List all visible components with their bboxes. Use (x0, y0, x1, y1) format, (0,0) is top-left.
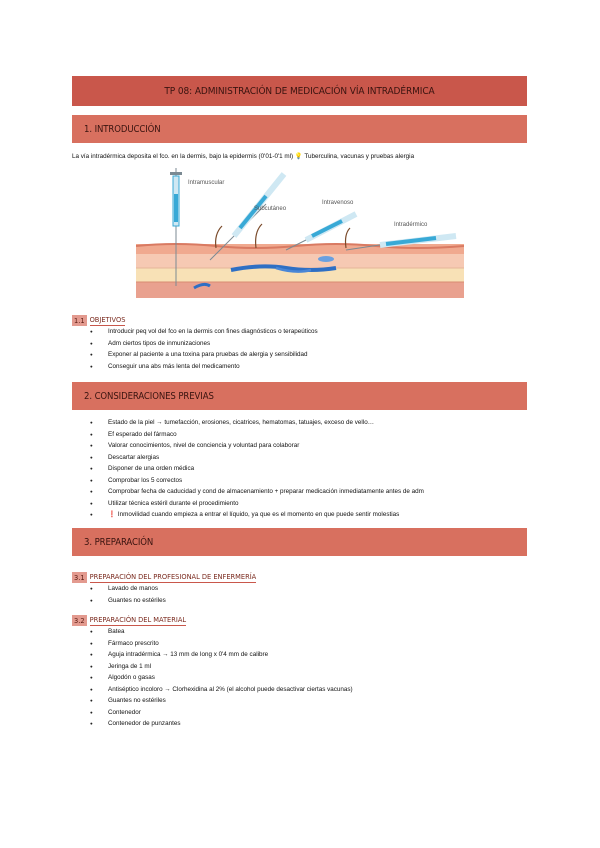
objetivos-list (90, 326, 318, 372)
list-item: ● Algodón o gasas (90, 672, 353, 684)
warning-text: Inmovilidad cuando empieza a entrar el líquido, ya que es el momento en que puede sentir molestias (117, 511, 400, 518)
section-heading-introduccion: 1. INTRODUCCIÓN (72, 115, 527, 143)
subsection-title: OBJETIVOS (89, 315, 126, 324)
subsection-profesional (72, 571, 256, 583)
list-item: ● Utilizar técnica estéril durante el procedimiento (90, 498, 424, 510)
list-item: ● Fármaco prescrito (90, 638, 353, 650)
list-item: ● Introducir peq vol del fco en la dermis con fines diagnósticos o terapeúticos (90, 326, 318, 338)
warning-icon: ❗ (108, 511, 116, 518)
skin-dermis (136, 254, 464, 268)
list-item: ● Lavado de manos (90, 583, 166, 595)
skin-muscle (136, 282, 464, 298)
intro-paragraph (72, 152, 414, 160)
profesional-list (90, 583, 166, 606)
list-item: ● Aguja intradérmica → 13 mm de long x 0'4 mm de calibre (90, 649, 353, 661)
list-item: ● Disponer de una orden médica (90, 463, 424, 475)
list-item-warning (90, 509, 424, 521)
label-intramuscular: Intramuscular (188, 180, 225, 186)
list-item: ● Comprobar los 5 correctos (90, 475, 424, 487)
list-item: ● Conseguir una abs más lenta del medicamento (90, 361, 318, 373)
consideraciones-list (90, 417, 424, 521)
subsection-number: 1.1 (74, 315, 85, 325)
list-item: ● Estado de la piel → tumefacción, erosiones, cicatrices, hematomas, tatuajes, exceso de vello… (90, 417, 424, 429)
label-intradermico: Intradérmico (394, 222, 428, 228)
intro-text: La vía intradérmica deposita el fco. en la dermis, bajo la epidermis (0'01-0'1 ml) (72, 153, 294, 160)
list-item: ● Guantes no estériles (90, 595, 166, 607)
intro-uses: Tuberculina, vacunas y pruebas alergia (304, 153, 415, 160)
list-item: ● Batea (90, 626, 353, 638)
subsection-material (72, 614, 186, 626)
list-item: ● Comprobar fecha de caducidad y cond de almacenamiento + preparar medicación inmediatamente antes de adm (90, 486, 424, 498)
list-item: ● Guantes no estériles (90, 695, 353, 707)
label-intravenoso: Intravenoso (322, 200, 354, 206)
page-title: TP 08: ADMINISTRACIÓN DE MEDICACIÓN VÍA INTRADÉRMICA (72, 76, 527, 106)
subsection-title: PREPARACIÓN DEL PROFESIONAL DE ENFERMERÍA (89, 572, 257, 581)
list-item: ● Valorar conocimientos, nivel de conciencia y voluntad para colaborar (90, 440, 424, 452)
list-item: ● Contenedor de punzantes (90, 718, 353, 730)
list-item: ● Descartar alergias (90, 452, 424, 464)
lightbulb-icon: 💡 (294, 153, 303, 160)
list-item: ● Exponer al paciente a una toxina para pruebas de alergia y sensibilidad (90, 349, 318, 361)
list-item: ● Jeringa de 1 ml (90, 661, 353, 673)
material-list (90, 626, 353, 730)
list-item: ● Adm ciertos tipos de inmunizaciones (90, 338, 318, 350)
subsection-number: 3.1 (74, 572, 85, 582)
label-subcutaneo: Subcutáneo (254, 206, 287, 212)
subsection-number: 3.2 (74, 615, 85, 625)
subsection-title: PREPARACIÓN DEL MATERIAL (89, 615, 187, 624)
injected-bleb (318, 256, 334, 262)
list-item: ● Contenedor (90, 707, 353, 719)
section-heading-preparacion: 3. PREPARACIÓN (72, 528, 527, 556)
injection-routes-diagram (136, 164, 464, 298)
section-heading-consideraciones: 2. CONSIDERACIONES PREVIAS (72, 382, 527, 410)
list-item: ● Antiséptico incoloro → Clorhexidina al 2% (el alcohol puede desactivar ciertas vacunas) (90, 684, 353, 696)
subsection-objetivos (72, 314, 125, 326)
list-item: ● Ef esperado del fármaco (90, 429, 424, 441)
